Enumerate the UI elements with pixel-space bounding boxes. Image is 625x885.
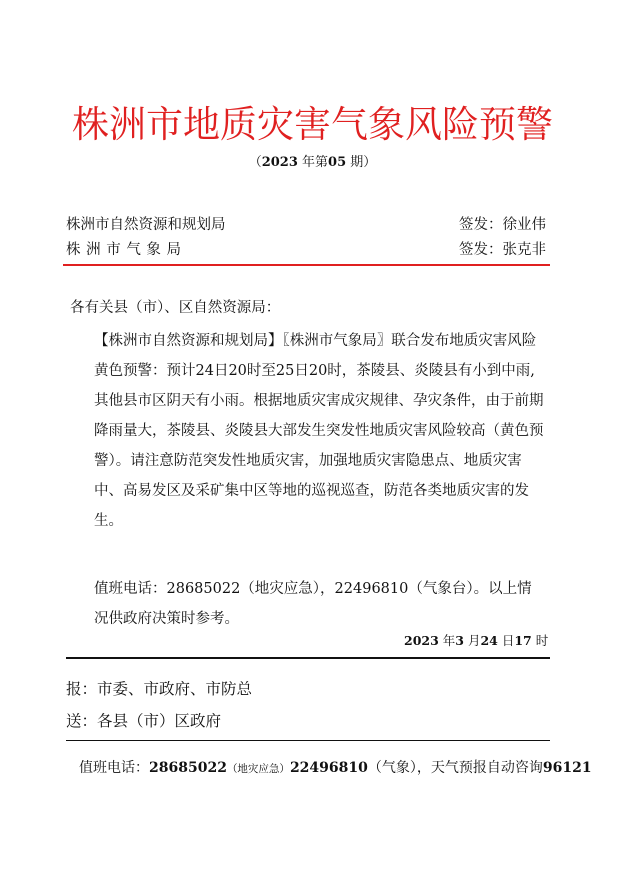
divider-bottom — [66, 740, 550, 741]
send-to: 送：各县（市）区政府 — [66, 712, 222, 730]
header-divider — [63, 264, 550, 266]
footer-hotline: 值班电话：28685022（地灾应急）22496810（气象），天气预报自动咨询96121 — [79, 760, 592, 776]
report-to: 报：市委、市政府、市防总 — [66, 680, 253, 698]
document-title: 株洲市地质灾害气象风险预警 — [72, 103, 553, 146]
issue-number: （2023 年第05 期） — [248, 155, 377, 170]
issuer-sign-1: 签发：徐业伟 — [459, 217, 546, 233]
greeting: 各有关县（市）、区自然资源局： — [70, 300, 281, 316]
body-paragraph: 【株洲市自然资源和规划局】〖株洲市气象局〗联合发布地质灾害风险黄色预警：预计24日20时至25日20时，茶陵县、炎陵县有小到中雨,其他县市区阴天有小雨。根据地质灾害成灾规律、孕灾条件，由于前期降雨量大，茶陵县、炎陵县大部发生突发性地质灾害风险较高（黄色预警）。请注意防范突发性地质灾害，加强地质灾害隐患点、地质灾害中、高易发区及采矿集中区等地的巡视巡查，防范各类地质灾害的发生。 — [94, 333, 544, 529]
issuer-org-2: 株 洲 市 气 象 局 — [66, 242, 182, 258]
issuer-org-1: 株洲市自然资源和规划局 — [66, 217, 226, 233]
issue-date: 2023 年3 月24 日17 时 — [404, 633, 549, 648]
issuer-sign-2: 签发：张克非 — [459, 242, 546, 258]
duty-phone-paragraph: 值班电话：28685022（地灾应急），22496810（气象台）。以上情况供政府决策时参考。 — [94, 580, 532, 627]
divider-top — [66, 657, 550, 659]
